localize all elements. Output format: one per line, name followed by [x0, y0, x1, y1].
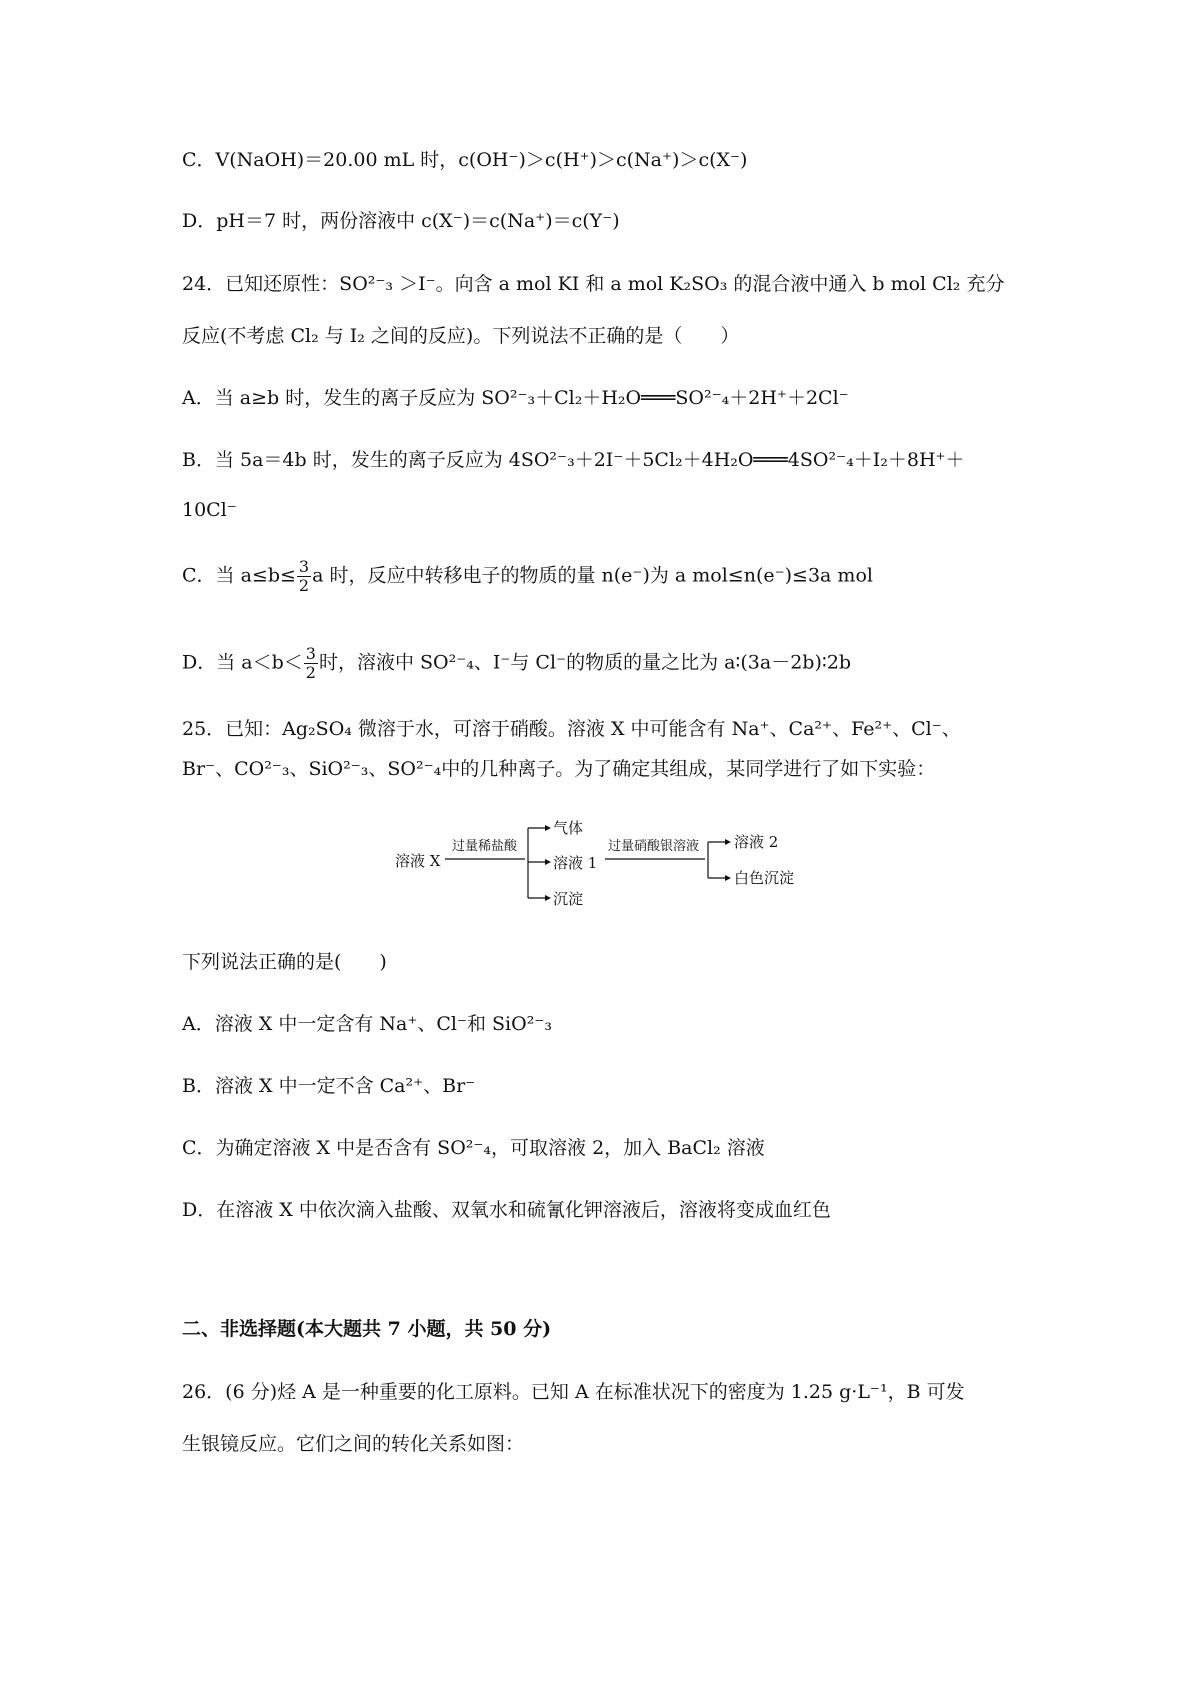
q24-option-d	[182, 645, 851, 682]
q25-option-d: D．在溶液 X 中依次滴入盐酸、双氧水和硫氰化钾溶液后，溶液将变成血红色	[182, 1199, 831, 1221]
fraction-denominator-d: 2	[305, 663, 316, 682]
q25-stem-line1: 25．已知：Ag₂SO₄ 微溶于水，可溶于硝酸。溶液 X 中可能含有 Na⁺、Ca²⁺、Fe²⁺、Cl⁻、	[182, 718, 961, 740]
q25-option-b: B．溶液 X 中一定不含 Ca²⁺、Br⁻	[182, 1075, 476, 1097]
q23-option-d: D．pH＝7 时，两份溶液中 c(X⁻)＝c(Na⁺)＝c(Y⁻)	[182, 210, 620, 232]
q26-stem-line1: 26．(6 分)烃 A 是一种重要的化工原料。已知 A 在标准状况下的密度为 1.25 g·L⁻¹，B 可发	[182, 1381, 965, 1403]
flow-arrows	[395, 806, 815, 916]
diagram-gas-label: 气体	[553, 819, 584, 837]
diagram-solution2-label: 溶液 2	[734, 833, 779, 851]
fraction-three-halves	[297, 558, 311, 595]
q24-option-b-line1: B．当 5a＝4b 时，发生的离子反应为 4SO²⁻₃＋2I⁻＋5Cl₂＋4H₂O═══4SO²⁻₄＋I₂＋8H⁺＋	[182, 449, 965, 471]
q25-option-a: A．溶液 X 中一定含有 Na⁺、Cl⁻和 SiO²⁻₃	[182, 1013, 552, 1035]
q23-option-c: C．V(NaOH)＝20.00 mL 时，c(OH⁻)＞c(H⁺)＞c(Na⁺)＞c(X⁻)	[182, 149, 748, 171]
q25-stem-line2: Br⁻、CO²⁻₃、SiO²⁻₃、SO²⁻₄中的几种离子。为了确定其组成，某同学进行了如下实验：	[182, 758, 936, 780]
experiment-flow-diagram	[395, 806, 815, 916]
diagram-step1-label: 过量稀盐酸	[452, 839, 518, 854]
q24-stem-line1: 24．已知还原性：SO²⁻₃ ＞I⁻。向含 a mol KI 和 a mol K₂SO₃ 的混合液中通入 b mol Cl₂ 充分	[182, 273, 1005, 295]
diagram-solution1-label: 溶液 1	[553, 854, 598, 872]
fraction-denominator: 2	[298, 576, 310, 595]
fraction-numerator-d: 3	[305, 644, 316, 663]
diagram-white-precipitate-label: 白色沉淀	[734, 869, 795, 887]
q24d-prefix: D．当 a＜b＜	[182, 651, 303, 674]
diagram-start-label: 溶液 X	[395, 852, 441, 870]
q24c-prefix: C．当 a≤b≤	[182, 564, 296, 587]
q24c-suffix: a 时，反应中转移电子的物质的量 n(e⁻)为 a mol≤n(e⁻)≤3a mol	[312, 564, 873, 587]
q26-stem-line2: 生银镜反应。它们之间的转化关系如图：	[182, 1433, 525, 1455]
q25-option-c: C．为确定溶液 X 中是否含有 SO²⁻₄，可取溶液 2，加入 BaCl₂ 溶液	[182, 1137, 765, 1159]
fraction-numerator: 3	[298, 557, 310, 576]
q24-option-b-line2: 10Cl⁻	[182, 499, 237, 521]
fraction-three-halves-d	[304, 645, 318, 682]
q24d-suffix: 时，溶液中 SO²⁻₄、I⁻与 Cl⁻的物质的量之比为 a∶(3a－2b)∶2b	[318, 651, 852, 674]
q24-option-a: A．当 a≥b 时，发生的离子反应为 SO²⁻₃＋Cl₂＋H₂O═══SO²⁻₄＋2H⁺＋2Cl⁻	[182, 387, 849, 409]
diagram-precipitate-label: 沉淀	[553, 890, 584, 908]
q24-stem-line2: 反应(不考虑 Cl₂ 与 I₂ 之间的反应)。下列说法不正确的是（ ）	[182, 325, 740, 347]
section-heading-non-choice: 二、非选择题(本大题共 7 小题，共 50 分)	[182, 1318, 552, 1340]
diagram-step2-label: 过量硝酸银溶液	[608, 839, 700, 854]
q25-prompt: 下列说法正确的是( )	[182, 951, 387, 973]
q24-option-c	[182, 558, 873, 595]
